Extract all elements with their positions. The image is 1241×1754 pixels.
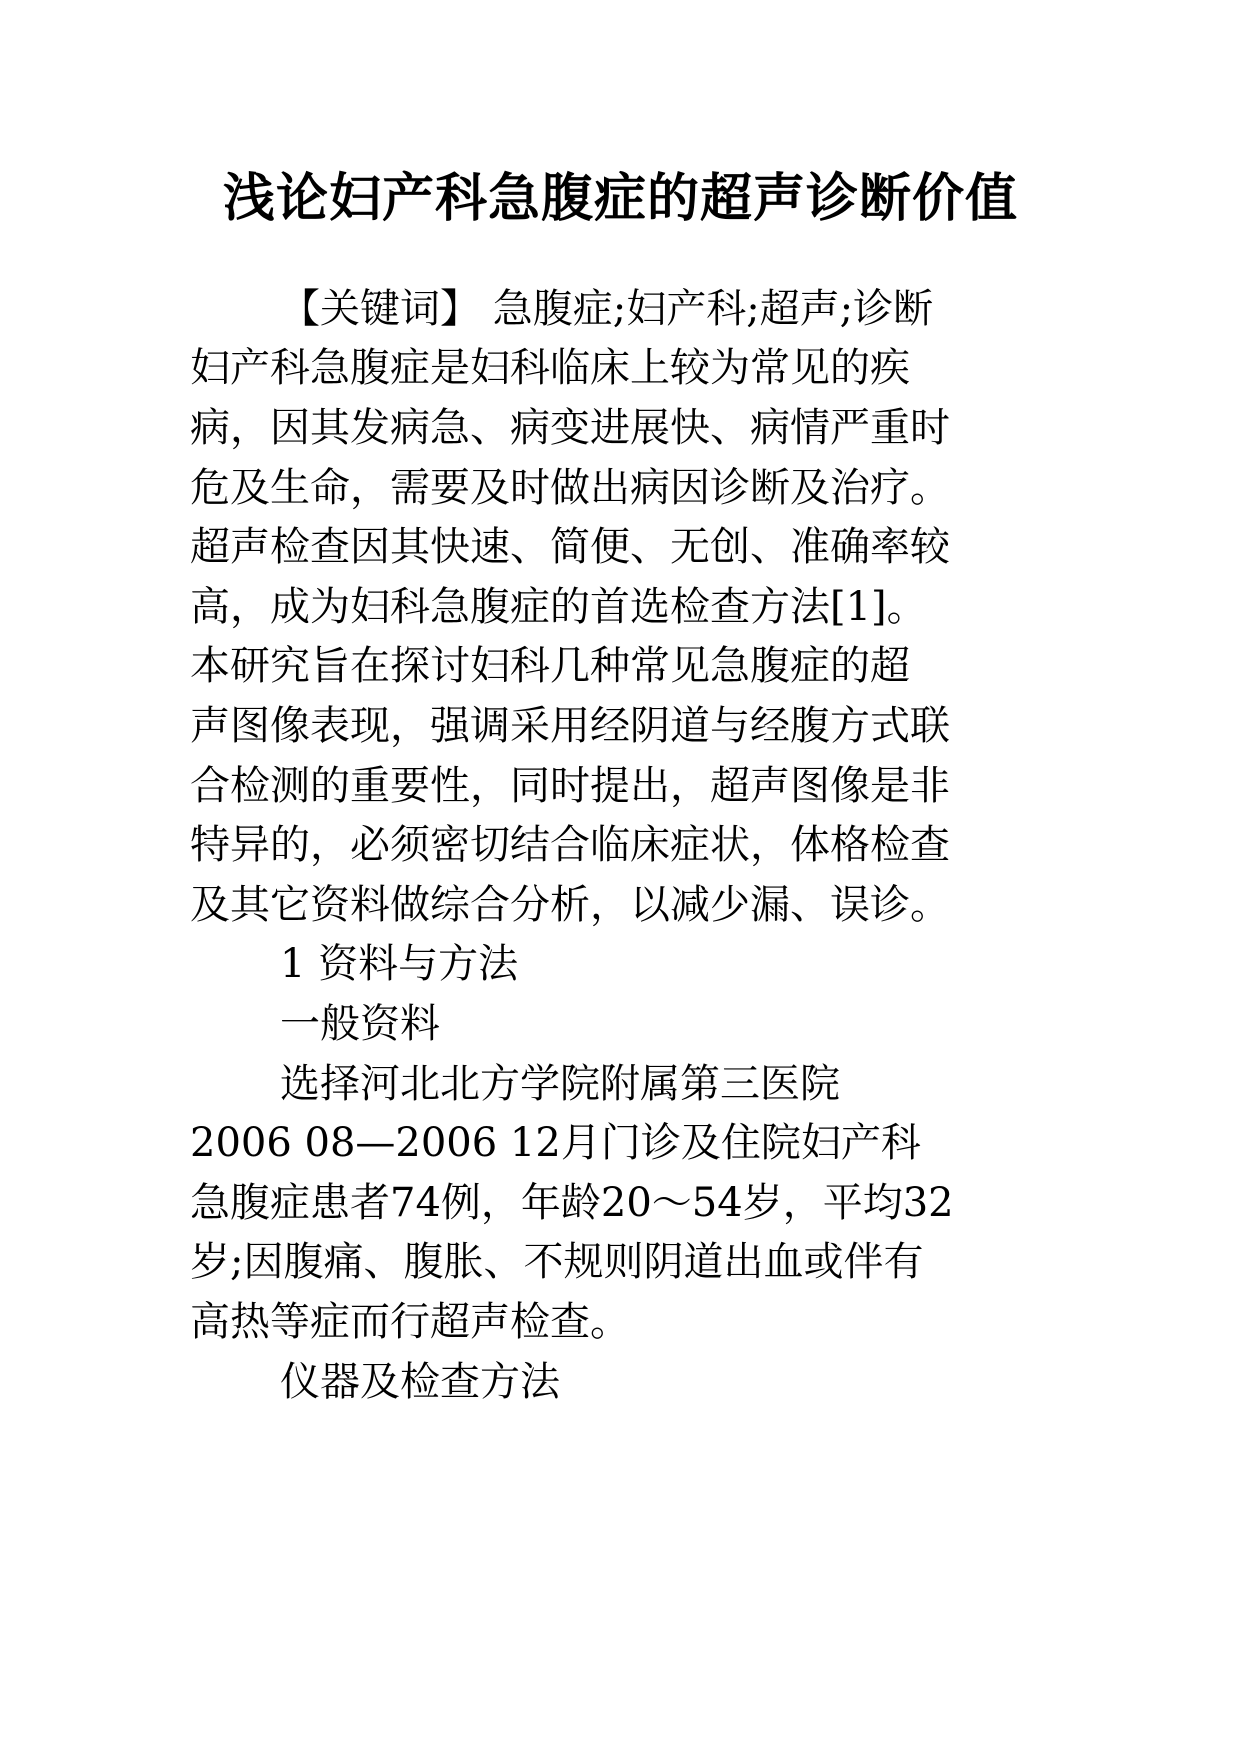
paragraph-line: 高，成为妇科急腹症的首选检查方法[1]。: [190, 584, 927, 630]
paragraph-line: 及其它资料做综合分析，以减少漏、误诊。: [190, 882, 950, 928]
paragraph-line: 声图像表现，强调采用经阴道与经腹方式联: [190, 703, 950, 749]
paragraph-line: 危及生命，需要及时做出病因诊断及治疗。: [190, 465, 950, 511]
section-heading: 1 资料与方法: [280, 941, 519, 987]
paragraph-line: 岁;因腹痛、腹胀、不规则阴道出血或伴有: [190, 1239, 924, 1285]
paragraph-line: 选择河北北方学院附属第三医院: [280, 1061, 840, 1107]
paragraph-line: 急腹症患者74例，年龄20～54岁，平均32: [190, 1180, 954, 1226]
document-title: 浅论妇产科急腹症的超声诊断价值: [222, 169, 1018, 229]
keywords-line: 【关键词】 急腹症;妇产科;超声;诊断: [280, 286, 934, 332]
paragraph-line: 高热等症而行超声检查。: [190, 1299, 630, 1345]
subsection-heading: 一般资料: [280, 1001, 440, 1047]
paragraph-line: 妇产科急腹症是妇科临床上较为常见的疾: [190, 345, 910, 391]
paragraph-line: 本研究旨在探讨妇科几种常见急腹症的超: [190, 643, 910, 689]
paragraph-line: 特异的，必须密切结合临床症状，体格检查: [190, 822, 950, 868]
paragraph-line: 2006 08—2006 12月门诊及住院妇产科: [190, 1120, 921, 1166]
paragraph-line: 超声检查因其快速、简便、无创、准确率较: [190, 524, 950, 570]
paragraph-line: 病，因其发病急、病变进展快、病情严重时: [190, 405, 950, 451]
subsection-heading: 仪器及检查方法: [280, 1359, 560, 1405]
paragraph-line: 合检测的重要性，同时提出，超声图像是非: [190, 763, 950, 809]
